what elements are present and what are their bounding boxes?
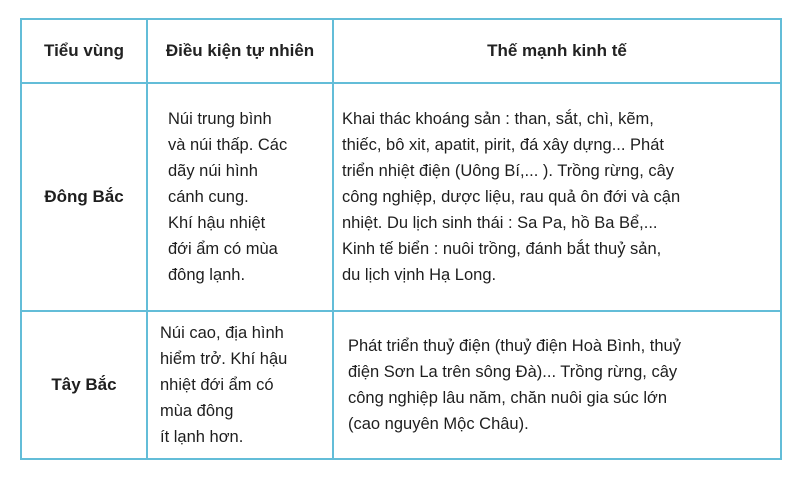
natural-conditions-cell xyxy=(147,311,333,459)
text-line: dãy núi hình xyxy=(168,162,258,180)
text-line: đới ẩm có mùa xyxy=(168,240,278,258)
text-line: Khai thác khoáng sản : than, sắt, chì, kẽm, xyxy=(342,110,654,128)
text-line: nhiệt. Du lịch sinh thái : Sa Pa, hồ Ba Bể,... xyxy=(342,214,658,232)
text-line: thiếc, bô xit, apatit, pirit, đá xây dựng... Phát xyxy=(342,136,664,154)
text-line: mùa đông xyxy=(160,402,234,420)
economic-regions-table xyxy=(20,18,782,460)
header-natural-conditions: Điều kiện tự nhiên xyxy=(147,19,333,83)
text-line: công nghiệp, dược liệu, rau quả ôn đới và cận xyxy=(342,188,681,206)
text-line: Kinh tế biển : nuôi trồng, đánh bắt thuỷ sản, xyxy=(342,240,662,258)
text-line: điện Sơn La trên sông Đà)... Trồng rừng, cây xyxy=(348,363,678,381)
text-line: nhiệt đới ẩm có xyxy=(160,376,274,394)
text-line: (cao nguyên Mộc Châu). xyxy=(348,415,529,433)
text-line: hiểm trở. Khí hậu xyxy=(160,350,288,368)
table-frame xyxy=(20,18,780,462)
economic-strengths-cell xyxy=(333,311,781,459)
table-row-tay-bac xyxy=(21,311,781,459)
text-line: ít lạnh hơn. xyxy=(160,428,244,446)
text-line: Khí hậu nhiệt xyxy=(168,214,266,232)
header-economic-strengths: Thế mạnh kinh tế xyxy=(333,19,781,83)
text-line: công nghiệp lâu năm, chăn nuôi gia súc lớn xyxy=(348,389,668,407)
natural-conditions-cell xyxy=(147,83,333,311)
text-line: du lịch vịnh Hạ Long. xyxy=(342,266,497,284)
text-line: Núi trung bình xyxy=(168,110,272,128)
table-header-row xyxy=(21,19,781,83)
region-name-cell: Tây Bắc xyxy=(21,311,147,459)
economic-strengths-cell xyxy=(333,83,781,311)
text-line: Núi cao, địa hình xyxy=(160,324,284,342)
text-line: đông lạnh. xyxy=(168,266,246,284)
text-line: và núi thấp. Các xyxy=(168,136,288,154)
region-name-cell: Đông Bắc xyxy=(21,83,147,311)
text-line: cánh cung. xyxy=(168,188,249,206)
text-line: triển nhiệt điện (Uông Bí,... ). Trồng rừng, cây xyxy=(342,162,675,180)
text-line: Phát triển thuỷ điện (thuỷ điện Hoà Bình, thuỷ xyxy=(348,337,681,355)
table-row-dong-bac xyxy=(21,83,781,311)
header-region: Tiểu vùng xyxy=(21,19,147,83)
